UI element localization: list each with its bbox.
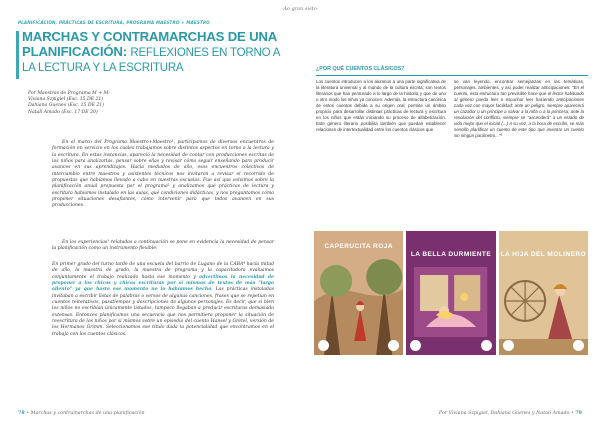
body-paragraph-3: [52, 262, 274, 338]
publisher-logo-icon: [481, 340, 492, 351]
cover-illustration: [499, 231, 588, 355]
footer-text: Por Viviana Szpigiel, Dahiana Guenes y Natali Amado: [438, 411, 570, 416]
page-number: 78: [18, 410, 25, 416]
running-head: -Ao gran sisto-: [281, 6, 319, 12]
right-footer: Por Viviana Szpigiel, Dahiana Guenes y Natali Amado • 79: [438, 410, 582, 416]
text-column-2: [454, 79, 584, 139]
column-text: se van leyendo, encontrar semejanzas en las temáticas, personajes, ambientes, y así poder realizar anticipaciones:: [454, 79, 584, 91]
page-number: 79: [575, 410, 582, 416]
text-column-1: Los cuentos introducen a los alumnos a una parte significativa de la literatura universal y al mundo de la cultura escrita; son textos literarios que han perdurado a lo largo de la historia y que de uno u otro modo los niños ya conocen. Además, la estructura canónica de estos cuentos debida a su origen oral, permite un ámbito propicio para desarrollar distintas prácticas de lectura y escritura en los niños que están iniciando su proceso de alfabetización. Este género literario posibilita también que puedan establecer relaciones de intertextualidad entre los cuentos clásicos que: [316, 79, 446, 133]
section-heading: ¿POR QUÉ CUENTOS CLÁSICOS?: [316, 66, 405, 72]
title-main: MARCHAS Y CONTRAMARCHAS DE UNA PLANIFICACIÓN:: [22, 29, 277, 59]
section-divider: [316, 75, 588, 76]
book-cover-hija-molinero: [499, 231, 588, 355]
right-page: [300, 0, 600, 424]
cover-title: LA HIJA DEL MOLINERO: [500, 251, 587, 258]
book-cover-bella-durmiente: [406, 231, 495, 355]
body-paragraph-1: En el marco del Programa Maestro+Maestro¹, participamos de diversos encuentros de formación en servicio en los cuales trabajamos sobre distintos aspectos en torno a la lectura y la escritura. En estas instancias, apareció la necesidad de contar con producciones escritas de los niños para analizarlas, pensar sobre ellas y revisar cómo seguir enseñando para producir avances en sus aprendizajes. Hacia mediados de año, esos encuentros colectivos de intercambio entre maestros y asistentes técnicos nos invitaron a revisar el recorrido de propuestas que habíamos llevado a cabo en nuestras escuelas. Fue así que volvimos sobre la planificación anual propuesta por el programa² y analizamos qué prácticas de lectura y escritura habíamos instalado en las aulas, qué condiciones didácticas, y nos preguntamos cómo proponer situaciones desafiantes, cómo intervenir para que todos avancen en sus producciones.: [52, 140, 274, 209]
quote-text: "En el cuento, esta estructura tan previsible hace que el lector habituado al género pueda leer o escuchar leer haciendo anticipaciones cada vez con mayor facilidad: ante un peligro, siempre aparecerá un cazador o un príncipe a salvar a la niña o a la princesa; ante la resolución del conflicto, siempre se "ascenderá" a un estado de vida mejor que el inicial (...) A su vez, a la hora de escribir, se más sencillo planificar un cuento de este tipo que inventar un cuento sin ningún parámetro..."⁵: [454, 85, 584, 139]
highlighted-text: advertimos la necesidad de proponer a los chicos y chicas escrituras por sí mismos de textos de más "largo aliento" ya que hasta ese momento no lo habíamos hecho.: [52, 274, 275, 293]
cover-title: LA BELLA DURMIENTE: [410, 251, 492, 258]
left-footer: 78 • Marchas y contramarchas de una planificación: [18, 410, 145, 416]
publisher-logo-icon: [573, 340, 584, 351]
title-subtitle: REFLEXIONES EN TORNO A LA LECTURA Y LA ESCRITURA: [22, 46, 280, 74]
author-line: Dahiana Guenes (Esc. 15 DE 21): [28, 103, 105, 109]
body-paragraph-2: En los experiencias³ relatadas a continuación se pone en evidencia la necesidad de pensar la planificación como un instrumento flexible:: [52, 240, 274, 252]
article-kicker: PLANIFICACIÓN, PRÁCTICAS DE ESCRITURA, PROGRAMA MAESTRO + MAESTRO: [18, 20, 210, 25]
book-covers: [314, 231, 588, 355]
paragraph-text: En primer grado del turno tarde de una escuela del barrio de Lugano de la CABA⁴ hacía mitad de año, la maestra de grado, la maestra de programa y la capacitadora evaluamos conjuntamente el trabajo realizado hasta ese momento y: [52, 262, 274, 280]
publisher-logo-icon: [318, 340, 329, 351]
book-cover-caperucita: [314, 231, 403, 355]
title-accent-bar: [16, 31, 19, 79]
cover-illustration: [406, 231, 495, 355]
author-line: Por Maestras de Programa M + M:: [28, 91, 110, 96]
publisher-logo-icon: [503, 340, 514, 351]
paragraph-text: Las prácticas instaladas invitaban a escribir listas de palabras o versos de algunas canciones, frases que se repetían en cuentos reiterativos, pasatiempos y descripciones de algunos personajes. Es decir, que si bien los niños no escribían únicamente listados, tampoco llegaban a producir escrituras demasiado extensas. Entonces planificamos una secuencia que nos permitiera proponer la situación de reescritura de los niños por sí mismos sobre un episodio del cuento Hansel y Gretel, versión de los Hermanos Grimm. Seleccionamos ese título dada la potencialidad que encontramos en el trabajo con los cuentos clásicos.: [52, 287, 274, 337]
footer-text: Marchas y contramarchas de una planificación: [30, 411, 145, 416]
author-line: Natali Amado (Esc. 17 DE 20): [28, 109, 98, 115]
cover-title: CAPERUCITA ROJA: [324, 243, 393, 250]
author-line: Viviana Szpigiel (Esc. 15 DE 21): [28, 97, 104, 103]
article-title: [22, 30, 290, 76]
author-block: [28, 91, 178, 116]
